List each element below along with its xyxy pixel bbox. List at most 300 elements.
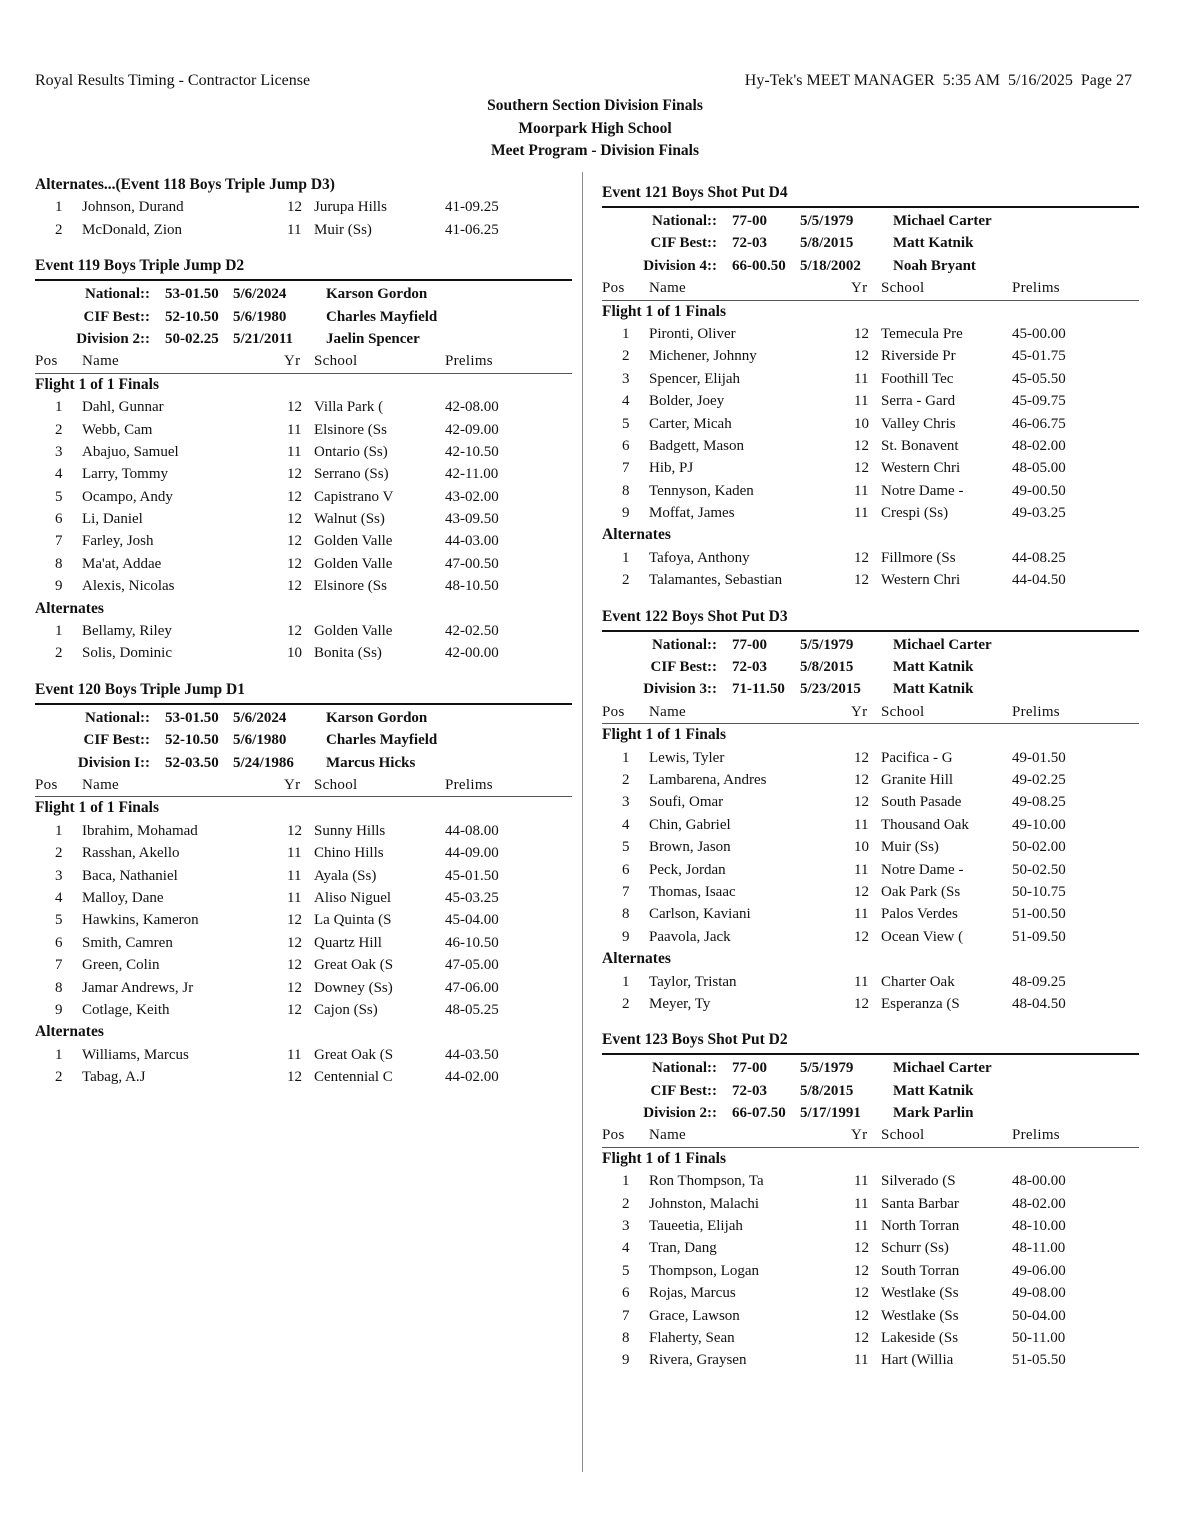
athlete-name: Hawkins, Kameron: [82, 912, 199, 929]
school-name: Santa Barbar: [881, 1195, 959, 1212]
section-gap: [35, 241, 572, 253]
entry-pos: 1: [622, 973, 630, 990]
prelim-mark: 42-09.00: [445, 421, 499, 438]
athlete-name: Thomas, Isaac: [649, 883, 736, 900]
prelim-mark: 47-05.00: [445, 957, 499, 974]
record-row: [602, 678, 1139, 700]
prelim-mark: 44-02.00: [445, 1069, 499, 1086]
license-text: Royal Results Timing - Contractor License: [35, 72, 311, 89]
prelim-mark: 45-00.00: [1012, 325, 1066, 342]
entry-pos: 1: [55, 199, 63, 216]
record-holder: Marcus Hicks: [326, 754, 416, 771]
athlete-year: 11: [287, 221, 302, 238]
entry-pos: 9: [622, 1352, 630, 1369]
athlete-name: Smith, Camren: [82, 934, 173, 951]
entry-pos: 8: [55, 555, 63, 572]
prelim-mark: 48-02.00: [1012, 1195, 1066, 1212]
school-name: Lakeside (Ss: [881, 1329, 959, 1346]
record-mark: 52-10.50: [165, 732, 219, 749]
table-row: [35, 909, 572, 931]
table-row: [602, 769, 1139, 791]
record-mark: 52-03.50: [165, 754, 219, 771]
record-mark: 52-10.50: [165, 308, 219, 325]
record-row: [602, 255, 1139, 277]
entry-pos: 9: [622, 928, 630, 945]
prelim-mark: 48-10.50: [445, 578, 499, 595]
column-header-row: [602, 701, 1139, 724]
entry-pos: 9: [622, 505, 630, 522]
athlete-year: 11: [854, 393, 869, 410]
record-holder: Michael Carter: [893, 636, 992, 653]
entry-pos: 2: [55, 845, 63, 862]
record-holder: Michael Carter: [893, 213, 992, 229]
athlete-year: 12: [854, 1307, 869, 1324]
entry-pos: 1: [622, 749, 630, 766]
table-row: [35, 419, 572, 441]
athlete-year: 11: [854, 861, 869, 878]
record-label: CIF Best::: [650, 659, 717, 676]
athlete-year: 12: [287, 511, 302, 528]
record-label: CIF Best::: [83, 308, 150, 325]
athlete-year: 12: [854, 549, 869, 566]
prelim-mark: 44-03.50: [445, 1046, 499, 1063]
athlete-name: Carter, Micah: [649, 415, 732, 432]
school-name: Ocean View (: [881, 928, 964, 945]
school-name: Elsinore (Ss: [314, 421, 387, 438]
school-name: Golden Valle: [314, 533, 393, 550]
athlete-year: 11: [854, 1195, 869, 1212]
entry-pos: 6: [622, 1285, 630, 1302]
record-holder: Karson Gordon: [326, 709, 428, 726]
alternate-row: [602, 547, 1139, 569]
athlete-year: 12: [854, 928, 869, 945]
col-header-name: Name: [82, 776, 120, 793]
list-item: [35, 196, 572, 218]
athlete-year: 12: [287, 934, 302, 951]
record-row: [35, 306, 572, 328]
school-name: Silverado (S: [881, 1173, 956, 1190]
athlete-name: Ron Thompson, Ta: [649, 1173, 764, 1190]
record-date: 5/5/1979: [800, 636, 854, 653]
prelim-mark: 50-11.00: [1012, 1329, 1066, 1346]
prelim-mark: 43-02.00: [445, 488, 499, 505]
record-holder: Matt Katnik: [893, 659, 974, 676]
table-row: [602, 390, 1139, 412]
school-name: Thousand Oak: [881, 816, 969, 833]
athlete-name: Lambarena, Andres: [649, 771, 767, 788]
record-label: CIF Best::: [650, 1082, 717, 1099]
table-row: [602, 1237, 1139, 1259]
prelim-mark: 48-09.25: [1012, 973, 1066, 990]
athlete-name: Ma'at, Addae: [82, 555, 162, 572]
record-date: 5/24/1986: [233, 754, 294, 771]
meet-title-block: [0, 95, 1190, 163]
alternates-label: Alternates: [35, 599, 104, 617]
section-gap: [602, 592, 1139, 604]
entry-pos: 2: [622, 1195, 630, 1212]
entry-pos: 6: [622, 437, 630, 454]
entry-pos: 7: [622, 460, 630, 477]
athlete-name: Meyer, Ty: [649, 995, 711, 1012]
table-row: [35, 575, 572, 597]
prelim-mark: 42-10.50: [445, 443, 499, 460]
table-row: [35, 977, 572, 999]
col-header-prelims: Prelims: [445, 353, 493, 370]
athlete-year: 12: [854, 1262, 869, 1279]
record-mark: 77-00: [732, 1060, 767, 1077]
athlete-name: Jamar Andrews, Jr: [82, 979, 194, 996]
entry-pos: 6: [622, 861, 630, 878]
athlete-year: 12: [854, 1285, 869, 1302]
record-row: [35, 707, 572, 729]
athlete-year: 10: [854, 839, 869, 856]
col-header-pos: Pos: [35, 353, 58, 370]
prelim-mark: 43-09.50: [445, 511, 499, 528]
entry-pos: 1: [55, 822, 63, 839]
athlete-name: Rasshan, Akello: [82, 845, 180, 862]
entry-pos: 7: [55, 957, 63, 974]
flight-label: Flight 1 of 1 Finals: [602, 1149, 727, 1167]
athlete-name: Thompson, Logan: [649, 1262, 759, 1279]
table-row: [35, 932, 572, 954]
school-name: Muir (Ss): [881, 839, 939, 856]
athlete-name: Rojas, Marcus: [649, 1285, 736, 1302]
school-name: Esperanza (S: [881, 995, 960, 1012]
col-header-name: Name: [82, 353, 120, 370]
athlete-name: Spencer, Elijah: [649, 370, 741, 387]
col-header-pos: Pos: [602, 1127, 625, 1144]
school-name: Hart (Willia: [881, 1352, 954, 1369]
entry-pos: 3: [622, 370, 630, 387]
prelim-mark: 51-09.50: [1012, 928, 1066, 945]
col-header-yr: Yr: [851, 1127, 868, 1144]
entry-pos: 1: [55, 399, 63, 416]
school-name: Ontario (Ss): [314, 443, 388, 460]
school-name: Schurr (Ss): [881, 1240, 949, 1257]
school-name: Quartz Hill: [314, 934, 382, 951]
athlete-year: 12: [287, 979, 302, 996]
athlete-year: 12: [854, 794, 869, 811]
col-header-pos: Pos: [602, 280, 625, 297]
col-header-name: Name: [649, 280, 687, 297]
record-row: [602, 210, 1139, 232]
record-holder: Matt Katnik: [893, 235, 974, 252]
entry-pos: 4: [622, 1240, 630, 1257]
athlete-year: 12: [287, 1069, 302, 1086]
flight-label: Flight 1 of 1 Finals: [602, 302, 727, 320]
prelim-mark: 46-06.75: [1012, 415, 1066, 432]
athlete-name: Green, Colin: [82, 957, 160, 974]
prelim-mark: 44-08.25: [1012, 549, 1066, 566]
athlete-name: Grace, Lawson: [649, 1307, 740, 1324]
athlete-year: 12: [287, 533, 302, 550]
alternate-row: [35, 1044, 572, 1066]
col-header-school: School: [314, 776, 358, 793]
athlete-year: 11: [854, 505, 869, 522]
prelim-mark: 48-04.50: [1012, 995, 1066, 1012]
column-header-row: [35, 774, 572, 797]
alternate-row: [602, 971, 1139, 993]
prelim-mark: 47-00.50: [445, 555, 499, 572]
athlete-year: 12: [287, 822, 302, 839]
record-holder: Charles Mayfield: [326, 308, 438, 325]
athlete-name: Talamantes, Sebastian: [649, 572, 783, 589]
entry-pos: 1: [622, 549, 630, 566]
school-name: Centennial C: [314, 1069, 393, 1086]
entry-pos: 7: [55, 533, 63, 550]
prelim-mark: 49-06.00: [1012, 1262, 1066, 1279]
entry-pos: 1: [55, 623, 63, 640]
school-name: Crespi (Ss): [881, 505, 949, 522]
prelim-mark: 49-03.25: [1012, 505, 1066, 522]
athlete-year: 12: [854, 771, 869, 788]
entry-pos: 4: [55, 466, 63, 483]
entry-pos: 3: [622, 1218, 630, 1235]
table-row: [602, 368, 1139, 390]
right-column: [602, 174, 1139, 1372]
athlete-name: Tabag, A.J: [82, 1069, 146, 1086]
meet-program-title: Meet Program - Division Finals: [490, 142, 700, 159]
athlete-name: Bellamy, Riley: [82, 623, 172, 640]
athlete-name: Cotlage, Keith: [82, 1001, 170, 1018]
prelim-mark: 48-05.00: [1012, 460, 1066, 477]
prelim-mark: 49-08.25: [1012, 794, 1066, 811]
school-name: Westlake (Ss: [881, 1285, 959, 1302]
athlete-year: 11: [287, 443, 302, 460]
athlete-year: 12: [854, 460, 869, 477]
prelim-mark: 45-03.25: [445, 889, 499, 906]
school-name: Golden Valle: [314, 623, 393, 640]
record-row: [602, 232, 1139, 254]
athlete-year: 12: [854, 883, 869, 900]
entry-pos: 3: [55, 867, 63, 884]
entry-pos: 3: [55, 443, 63, 460]
entry-pos: 1: [55, 1046, 63, 1063]
section-gap: [35, 665, 572, 677]
record-row: [35, 752, 572, 774]
record-mark: 77-00: [732, 636, 767, 653]
athlete-year: 10: [287, 645, 302, 662]
athlete-year: 12: [854, 572, 869, 589]
table-row: [602, 836, 1139, 858]
record-row: [35, 328, 572, 350]
athlete-name: Lewis, Tyler: [649, 749, 725, 766]
record-date: 5/6/1980: [233, 308, 287, 325]
prelim-mark: 44-08.00: [445, 822, 499, 839]
record-holder: Noah Bryant: [893, 257, 976, 274]
record-date: 5/8/2015: [800, 659, 854, 676]
table-row: [602, 1193, 1139, 1215]
athlete-year: 10: [854, 415, 869, 432]
record-holder: Jaelin Spencer: [326, 330, 420, 347]
school-name: Aliso Niguel: [314, 889, 392, 906]
athlete-year: 12: [287, 912, 302, 929]
prelim-mark: 49-01.50: [1012, 749, 1066, 766]
col-header-prelims: Prelims: [1012, 1127, 1060, 1144]
school-name: Temecula Pre: [881, 325, 963, 342]
school-name: Capistrano V: [314, 488, 394, 505]
table-row: [35, 463, 572, 485]
athlete-year: 11: [287, 421, 302, 438]
record-date: 5/17/1991: [800, 1105, 861, 1122]
athlete-year: 11: [854, 482, 869, 499]
athlete-year: 11: [854, 370, 869, 387]
prelim-mark: 49-00.50: [1012, 482, 1066, 499]
table-row: [35, 441, 572, 463]
table-row: [35, 842, 572, 864]
prelim-mark: 47-06.00: [445, 979, 499, 996]
table-row: [35, 865, 572, 887]
col-header-pos: Pos: [602, 703, 625, 720]
table-row: [602, 413, 1139, 435]
school-name: Golden Valle: [314, 555, 393, 572]
record-date: 5/23/2015: [800, 681, 861, 698]
col-header-prelims: Prelims: [1012, 703, 1060, 720]
athlete-name: Ocampo, Andy: [82, 488, 173, 505]
prelim-mark: 50-02.50: [1012, 861, 1066, 878]
athlete-year: 11: [854, 906, 869, 923]
table-row: [602, 903, 1139, 925]
col-header-school: School: [881, 703, 925, 720]
school-name: Elsinore (Ss: [314, 578, 387, 595]
record-date: 5/18/2002: [800, 257, 861, 274]
col-header-school: School: [314, 353, 358, 370]
school-name: Western Chri: [881, 572, 961, 589]
school-name: Foothill Tec: [881, 370, 954, 387]
meet-venue: Moorpark High School: [518, 119, 672, 137]
table-row: [602, 859, 1139, 881]
athlete-year: 12: [854, 437, 869, 454]
entry-pos: 7: [622, 883, 630, 900]
school-name: Cajon (Ss): [314, 1001, 378, 1018]
athlete-name: Abajuo, Samuel: [82, 443, 179, 460]
athlete-year: 12: [287, 957, 302, 974]
prelim-mark: 51-05.50: [1012, 1352, 1066, 1369]
school-name: Chino Hills: [314, 845, 384, 862]
flight-label: Flight 1 of 1 Finals: [602, 726, 727, 744]
prelim-mark: 44-04.50: [1012, 572, 1066, 589]
prelim-mark: 50-10.75: [1012, 883, 1066, 900]
record-date: 5/5/1979: [800, 1060, 854, 1077]
prelim-mark: 50-02.00: [1012, 839, 1066, 856]
table-row: [602, 1215, 1139, 1237]
school-name: Ayala (Ss): [314, 867, 377, 884]
flight-label: Flight 1 of 1 Finals: [35, 375, 160, 393]
meet-manager-stamp: Hy-Tek's MEET MANAGER 5:35 AM 5/16/2025 Page 27: [744, 72, 1132, 89]
column-header-row: [602, 277, 1139, 300]
athlete-year: 11: [287, 1046, 302, 1063]
school-name: La Quinta (S: [314, 912, 392, 929]
entry-pos: 3: [622, 794, 630, 811]
athlete-year: 12: [287, 488, 302, 505]
athlete-name: Peck, Jordan: [649, 861, 726, 878]
table-row: [602, 345, 1139, 367]
table-row: [35, 887, 572, 909]
column-header-row: [602, 1124, 1139, 1147]
school-name: Westlake (Ss: [881, 1307, 959, 1324]
alternates-label: Alternates: [602, 526, 671, 544]
school-name: Granite Hill: [881, 771, 954, 788]
record-mark: 72-03: [732, 659, 767, 676]
athlete-name: Alexis, Nicolas: [82, 578, 175, 595]
record-date: 5/6/2024: [233, 286, 287, 303]
entry-pos: 4: [622, 393, 630, 410]
record-holder: Karson Gordon: [326, 286, 428, 303]
athlete-name: McDonald, Zion: [82, 221, 182, 238]
record-holder: Michael Carter: [893, 1060, 992, 1077]
athlete-year: 12: [287, 555, 302, 572]
school-name: Great Oak (S: [314, 957, 394, 974]
prelim-mark: 48-10.00: [1012, 1218, 1066, 1235]
record-mark: 66-00.50: [732, 257, 786, 274]
entry-pos: 5: [55, 488, 63, 505]
col-header-name: Name: [649, 703, 687, 720]
school-name: Western Chri: [881, 460, 961, 477]
athlete-name: Tafoya, Anthony: [649, 549, 750, 566]
col-header-school: School: [881, 1127, 925, 1144]
athlete-year: 12: [854, 749, 869, 766]
prelim-mark: 48-11.00: [1012, 1240, 1066, 1257]
col-header-yr: Yr: [284, 776, 301, 793]
school-name: Serra - Gard: [881, 393, 956, 410]
athlete-name: Moffat, James: [649, 505, 735, 522]
school-name: Palos Verdes: [881, 906, 958, 923]
athlete-name: Solis, Dominic: [82, 645, 173, 662]
school-name: Serrano (Ss): [314, 466, 389, 483]
prelim-mark: 42-08.00: [445, 399, 499, 416]
athlete-name: Soufi, Omar: [649, 794, 724, 811]
athlete-name: Baca, Nathaniel: [82, 867, 178, 884]
column-divider: [582, 172, 583, 1472]
entry-pos: 8: [622, 482, 630, 499]
athlete-year: 12: [287, 199, 302, 216]
record-date: 5/21/2011: [233, 330, 294, 347]
athlete-year: 12: [287, 466, 302, 483]
record-mark: 72-03: [732, 235, 767, 252]
prelim-mark: 51-00.50: [1012, 906, 1066, 923]
school-name: Downey (Ss): [314, 979, 393, 996]
athlete-name: Johnson, Durand: [82, 199, 184, 216]
entry-pos: 1: [622, 325, 630, 342]
athlete-year: 12: [854, 348, 869, 365]
col-header-prelims: Prelims: [1012, 280, 1060, 297]
entry-pos: 8: [55, 979, 63, 996]
table-row: [602, 1349, 1139, 1371]
record-label: Division 4::: [643, 257, 717, 274]
record-row: [602, 634, 1139, 656]
entry-pos: 5: [55, 912, 63, 929]
record-row: [35, 729, 572, 751]
athlete-name: Flaherty, Sean: [649, 1329, 735, 1346]
table-row: [602, 480, 1139, 502]
athlete-year: 12: [287, 578, 302, 595]
table-row: [602, 435, 1139, 457]
record-holder: Matt Katnik: [893, 681, 974, 698]
table-row: [602, 1170, 1139, 1192]
table-row: [602, 502, 1139, 524]
prelim-mark: 49-10.00: [1012, 816, 1066, 833]
entry-pos: 5: [622, 1262, 630, 1279]
table-row: [35, 486, 572, 508]
record-row: [602, 1080, 1139, 1102]
record-row: [35, 283, 572, 305]
record-mark: 53-01.50: [165, 709, 219, 726]
record-label: Division 2::: [643, 1105, 717, 1122]
athlete-year: 11: [287, 867, 302, 884]
entry-pos: 2: [622, 572, 630, 589]
prelim-mark: 42-11.00: [445, 466, 499, 483]
table-row: [602, 926, 1139, 948]
